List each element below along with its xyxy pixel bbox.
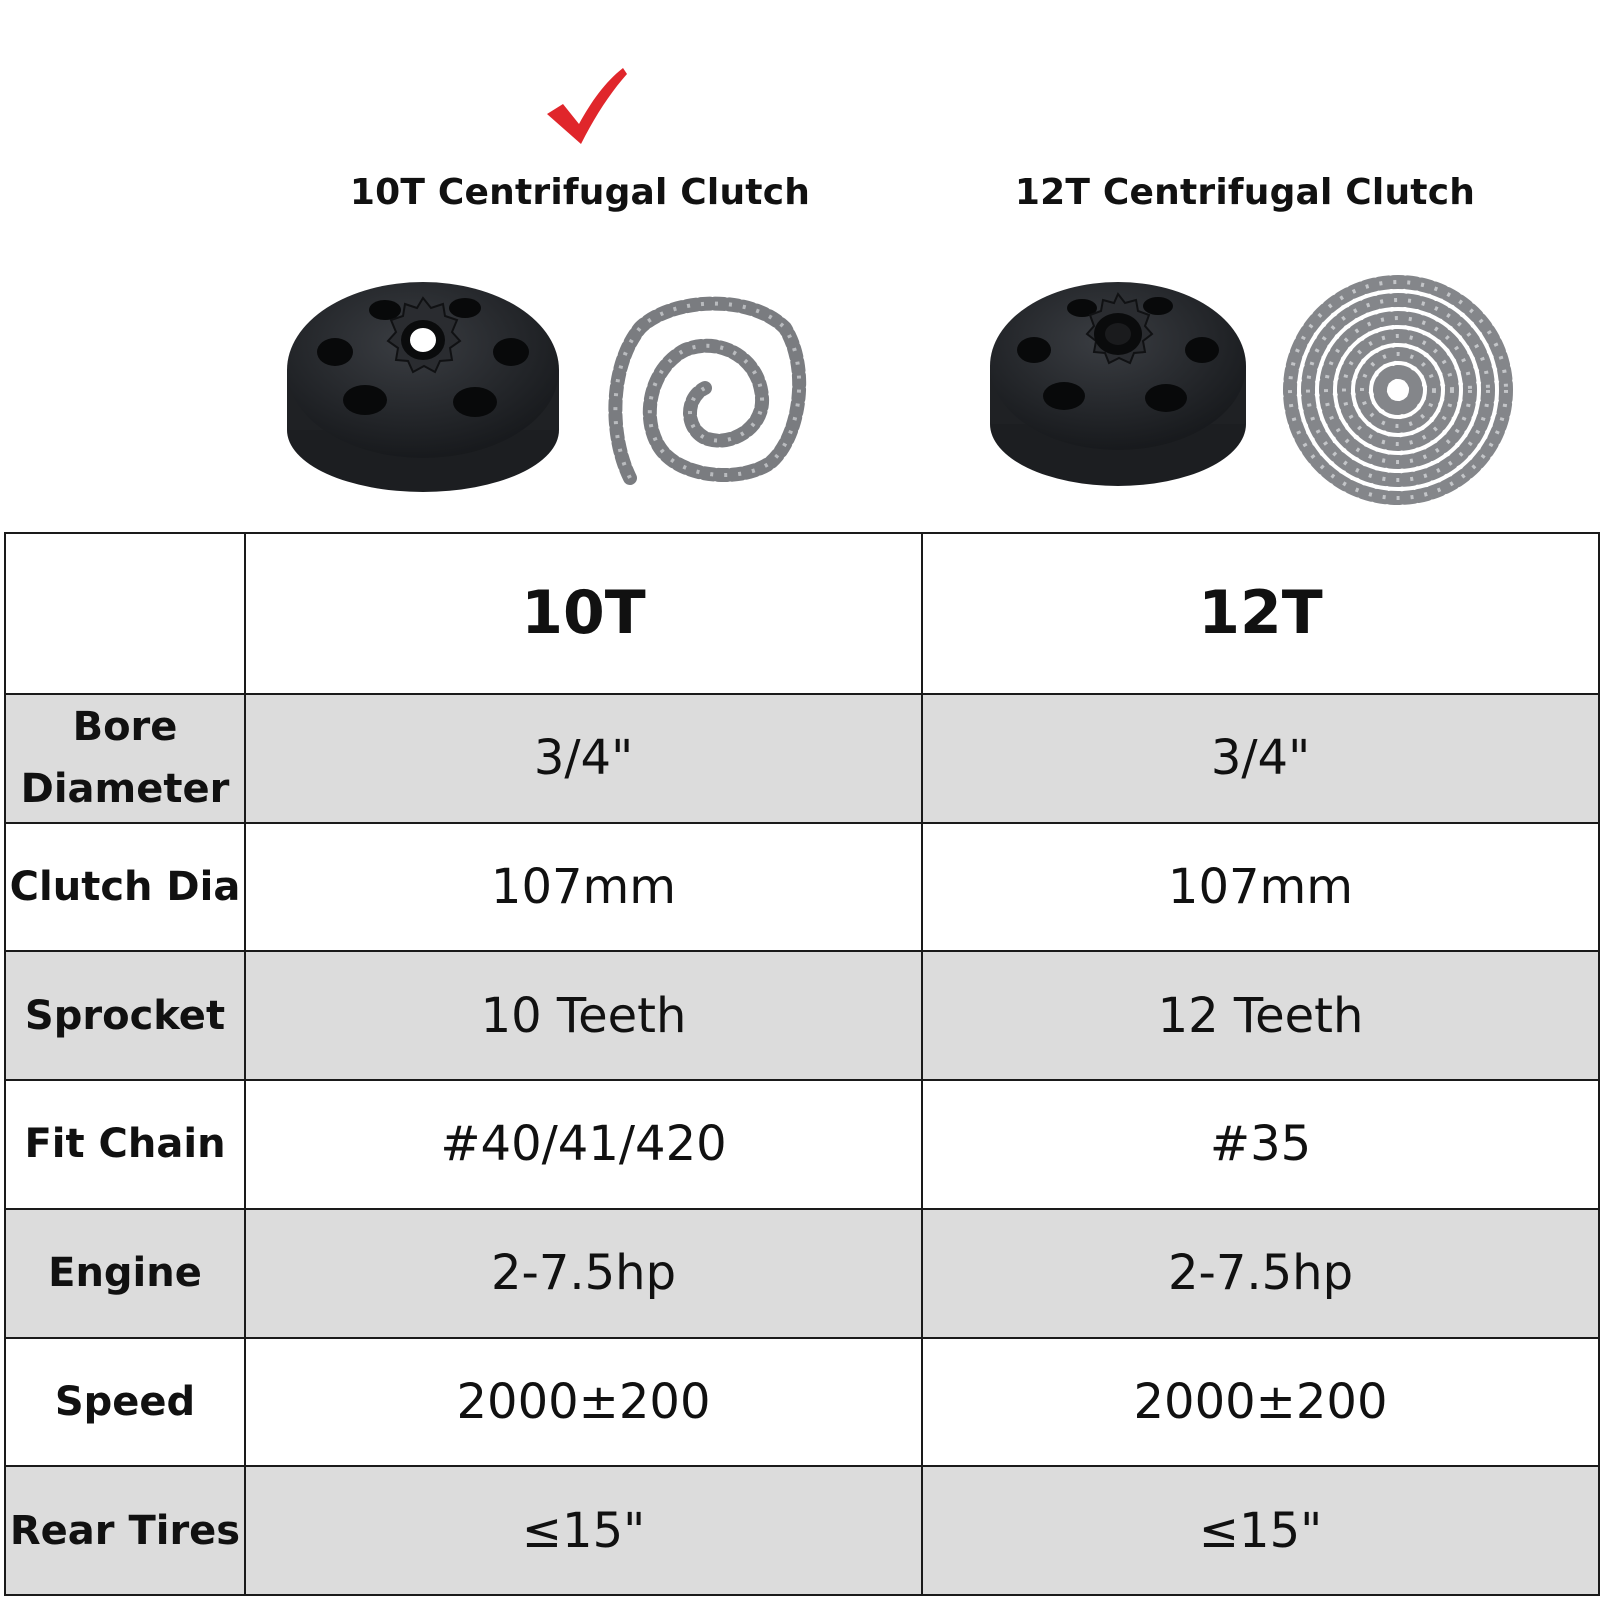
value-10t: ≤15" xyxy=(245,1466,922,1595)
chain-10t-image xyxy=(600,288,810,488)
row-label: Bore Diameter xyxy=(5,694,245,823)
clutch-12t-image xyxy=(988,280,1250,492)
value-12t: 2-7.5hp xyxy=(922,1209,1599,1338)
value-10t: #40/41/420 xyxy=(245,1080,922,1209)
value-12t: 3/4" xyxy=(922,694,1599,823)
spec-table xyxy=(4,532,1600,1596)
table-row xyxy=(5,1338,1599,1467)
row-label: Speed xyxy=(5,1338,245,1467)
value-12t: 12 Teeth xyxy=(922,951,1599,1080)
value-10t: 10 Teeth xyxy=(245,951,922,1080)
row-label: Engine xyxy=(5,1209,245,1338)
row-label: Sprocket xyxy=(5,951,245,1080)
checkmark-icon xyxy=(543,62,633,152)
product-title-10t: 10T Centrifugal Clutch xyxy=(349,172,811,213)
header-empty-cell xyxy=(5,533,245,694)
value-12t: 2000±200 xyxy=(922,1338,1599,1467)
value-12t: #35 xyxy=(922,1080,1599,1209)
value-10t: 3/4" xyxy=(245,694,922,823)
product-title-12t: 12T Centrifugal Clutch xyxy=(1014,172,1476,213)
value-12t: ≤15" xyxy=(922,1466,1599,1595)
clutch-10t-image xyxy=(285,280,565,500)
table-row xyxy=(5,1209,1599,1338)
table-row xyxy=(5,1466,1599,1595)
table-row xyxy=(5,1080,1599,1209)
table-row xyxy=(5,951,1599,1080)
product-10t xyxy=(245,0,925,530)
value-12t: 107mm xyxy=(922,823,1599,952)
value-10t: 107mm xyxy=(245,823,922,952)
value-10t: 2000±200 xyxy=(245,1338,922,1467)
row-label: Rear Tires xyxy=(5,1466,245,1595)
table-row xyxy=(5,694,1599,823)
header-12t: 12T xyxy=(922,533,1599,694)
row-label: Fit Chain xyxy=(5,1080,245,1209)
table-header-row xyxy=(5,533,1599,694)
chain-12t-image xyxy=(1278,270,1518,510)
row-label: Clutch Dia xyxy=(5,823,245,952)
header-10t: 10T xyxy=(245,533,922,694)
value-10t: 2-7.5hp xyxy=(245,1209,922,1338)
product-12t xyxy=(920,0,1600,530)
table-row xyxy=(5,823,1599,952)
